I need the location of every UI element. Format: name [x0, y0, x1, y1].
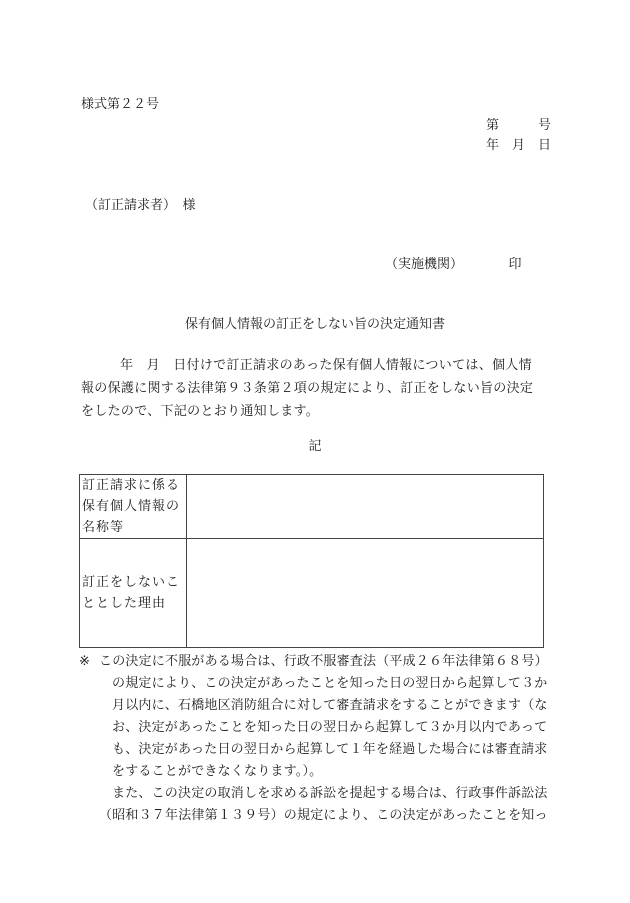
table-label-info-name: 訂正請求に係る保有個人情報の名称等 — [80, 475, 187, 539]
note-text — [99, 651, 551, 827]
table-row — [80, 475, 544, 539]
table-value-reason — [187, 539, 544, 648]
form-number: 様式第２２号 — [81, 97, 160, 112]
note-paragraph-lawsuit: また、この決定の取消しを求める訴訟を提起する場合は、行政事件訴訟法（昭和３７年法律第１３９号）の規定により、この決定があったことを知っ — [99, 786, 548, 823]
note-mark: ※ — [79, 654, 91, 669]
document-title: 保有個人情報の訂正をしない旨の決定通知書 — [184, 317, 445, 332]
table-row — [80, 539, 544, 648]
document-number: 第 号 — [486, 118, 552, 133]
note-paragraph-appeal: この決定に不服がある場合は、行政不服審査法（平成２６年法律第６８号）の規定により、この決定があったことを知った日の翌日から起算して３か月以内に、石橋地区消防組合に対して審査請求をすることができます（なお、決定があったことを知った日の翌日から起算して３か月以内であっても、決定があった日の翌日から起算して１年を経過した場合には審査請求をすることができなくなります。）。 — [99, 654, 548, 779]
ki-heading: 記 — [308, 439, 322, 454]
table-label-reason: 訂正をしないこととした理由 — [80, 539, 187, 648]
table-value-info-name — [187, 475, 544, 539]
issuer-line: （実施機関） 印 — [385, 257, 522, 272]
notes-section — [79, 651, 551, 827]
body-paragraph: 年 月 日付けで訂正請求のあった保有個人情報については、個人情報の保護に関する法律第９３条第２項の規定により、訂正をしない旨の決定をしたので、下記のとおり通知します。 — [81, 358, 534, 419]
recipient-line: （訂正請求者） 様 — [85, 198, 196, 213]
note-item — [79, 651, 551, 827]
detail-table — [79, 474, 544, 648]
document-date: 年 月 日 — [486, 138, 552, 153]
